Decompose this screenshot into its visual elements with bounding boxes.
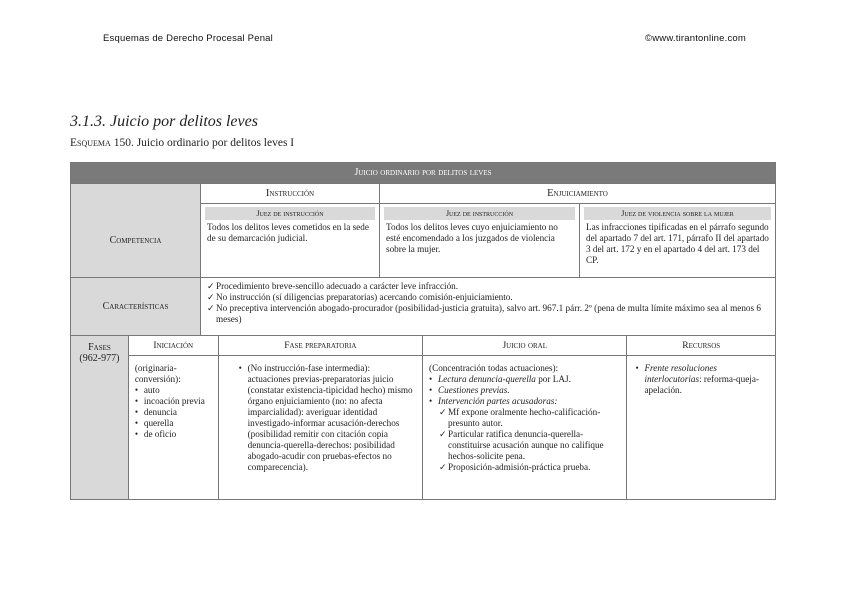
running-header-left: Esquemas de Derecho Procesal Penal — [103, 33, 273, 44]
column-header-row — [71, 184, 775, 204]
juicio-oral-content — [423, 356, 626, 473]
juicio-oral-item: • Cuestiones previas. — [429, 385, 618, 396]
running-header-right: ©www.tirantonline.com — [645, 33, 746, 44]
caracteristicas-row — [71, 278, 775, 336]
competencia-text-2: Todos los delitos leves cuyo enjuiciamiento no esté encomendado a los juzgados de violencia sobre la mujer. — [386, 222, 558, 254]
juicio-oral-list — [429, 374, 618, 407]
fases-row — [71, 336, 775, 499]
iniciacion-list — [135, 385, 212, 440]
caracteristicas-list — [207, 281, 769, 325]
fase-iniciacion — [129, 336, 219, 499]
acusadoras-list — [429, 407, 618, 473]
acusadoras-item: ✓ Particular ratifica denuncia-querella-constituirse acusación aunque no califique hechos-solicite pena. — [439, 429, 618, 462]
caracteristica-item: ✓ No instrucción (sí diligencias preparatorias) acercando comisión-enjuiciamiento. — [207, 292, 769, 303]
juicio-oral-intro: (Concentración todas actuaciones): — [429, 363, 559, 373]
recursos-content — [627, 356, 775, 396]
preparatoria-head: Fase preparatoria — [219, 336, 422, 356]
juicio-oral-item: • Intervención partes acusadoras: — [429, 396, 618, 407]
empty-corner-cell — [71, 184, 201, 204]
recursos-head: Recursos — [627, 336, 775, 356]
iniciacion-item: • de oficio — [135, 429, 212, 440]
caracteristicas-label: Características — [71, 278, 201, 335]
caracteristica-item: ✓ No preceptiva intervención abogado-procurador (posibilidad-justicia gratuita), salvo art. 967.1 párr. 2º (pena de multa límite máximo sea al menos 6 meses) — [207, 303, 769, 325]
acusadoras-item: ✓ Proposición-admisión-práctica prueba. — [439, 462, 618, 473]
recursos-list — [635, 363, 767, 396]
preparatoria-list — [239, 363, 414, 473]
fases-label-text: Fases — [88, 342, 111, 353]
fases-label — [71, 336, 129, 499]
iniciacion-item: • incoación previa — [135, 396, 212, 407]
iniciacion-content — [129, 356, 218, 440]
iniciacion-item: • querella — [135, 418, 212, 429]
iniciacion-head: Iniciación — [129, 336, 218, 356]
competencia-cell-instruccion — [201, 204, 380, 277]
competencia-cell-enjuiciamiento-1 — [380, 204, 580, 277]
fases-articles: (962-977) — [79, 353, 120, 364]
table-title-band: Juicio ordinario por delitos leves — [71, 163, 775, 184]
competencia-row — [71, 204, 775, 278]
juez-instruccion-subhead-2: Juez de instrucción — [384, 207, 575, 220]
recursos-item: • Frente resoluciones interlocutorias: reforma-queja-apelación. — [635, 363, 767, 396]
competencia-label: Competencia — [71, 204, 201, 277]
col-instruccion: Instrucción — [201, 184, 380, 204]
juez-instruccion-subhead: Juez de instrucción — [205, 207, 375, 220]
scheme-title-text: 150. Juicio ordinario por delitos leves I — [113, 137, 295, 149]
iniciacion-item: • auto — [135, 385, 212, 396]
competencia-text-1: Todos los delitos leves cometidos en la sede de su demarcación judicial. — [207, 222, 369, 243]
fase-juicio-oral — [423, 336, 627, 499]
scheme-title — [70, 137, 294, 149]
caracteristicas-content — [201, 278, 775, 335]
iniciacion-intro: (originaria-conversión): — [134, 363, 181, 384]
section-title: 3.1.3. Juicio por delitos leves — [70, 113, 258, 130]
juicio-oral-item: • Lectura denuncia-querella por LAJ. — [429, 374, 618, 385]
acusadoras-item: ✓ Mf expone oralmente hecho-calificación-presunto autor. — [439, 407, 618, 429]
iniciacion-item: • denuncia — [135, 407, 212, 418]
preparatoria-content — [219, 356, 422, 473]
competencia-cell-enjuiciamiento-2 — [580, 204, 775, 277]
juicio-oral-head: Juicio oral — [423, 336, 626, 356]
scheme-table — [70, 162, 776, 500]
preparatoria-item: • (No instrucción-fase intermedia): actuaciones previas-preparatorias juicio (constatar existencia-tipicidad hecho) mismo órgano enjuiciamiento (no: no afecta imparcialidad): averiguar identidad investigado-informar acusación-derechos (posibilidad remitir con citación copia denuncia-querella-derechos: posibilidad abogado-acudir con pruebas-efectos no comparecencia). — [239, 363, 414, 473]
fase-preparatoria — [219, 336, 423, 499]
scheme-prefix: Esquema — [70, 137, 111, 149]
juez-violencia-subhead: Juez de violencia sobre la mujer — [584, 207, 771, 220]
caracteristica-item: ✓ Procedimiento breve-sencillo adecuado a carácter leve infracción. — [207, 281, 769, 292]
competencia-text-3: Las infracciones tipificadas en el párrafo segundo del apartado 7 del art. 171, párrafo II del apartado 3 del art. 172 y en el apartado 4 del art. 173 del CP. — [586, 222, 769, 265]
fase-recursos — [627, 336, 775, 499]
col-enjuiciamiento: Enjuiciamiento — [380, 184, 775, 204]
